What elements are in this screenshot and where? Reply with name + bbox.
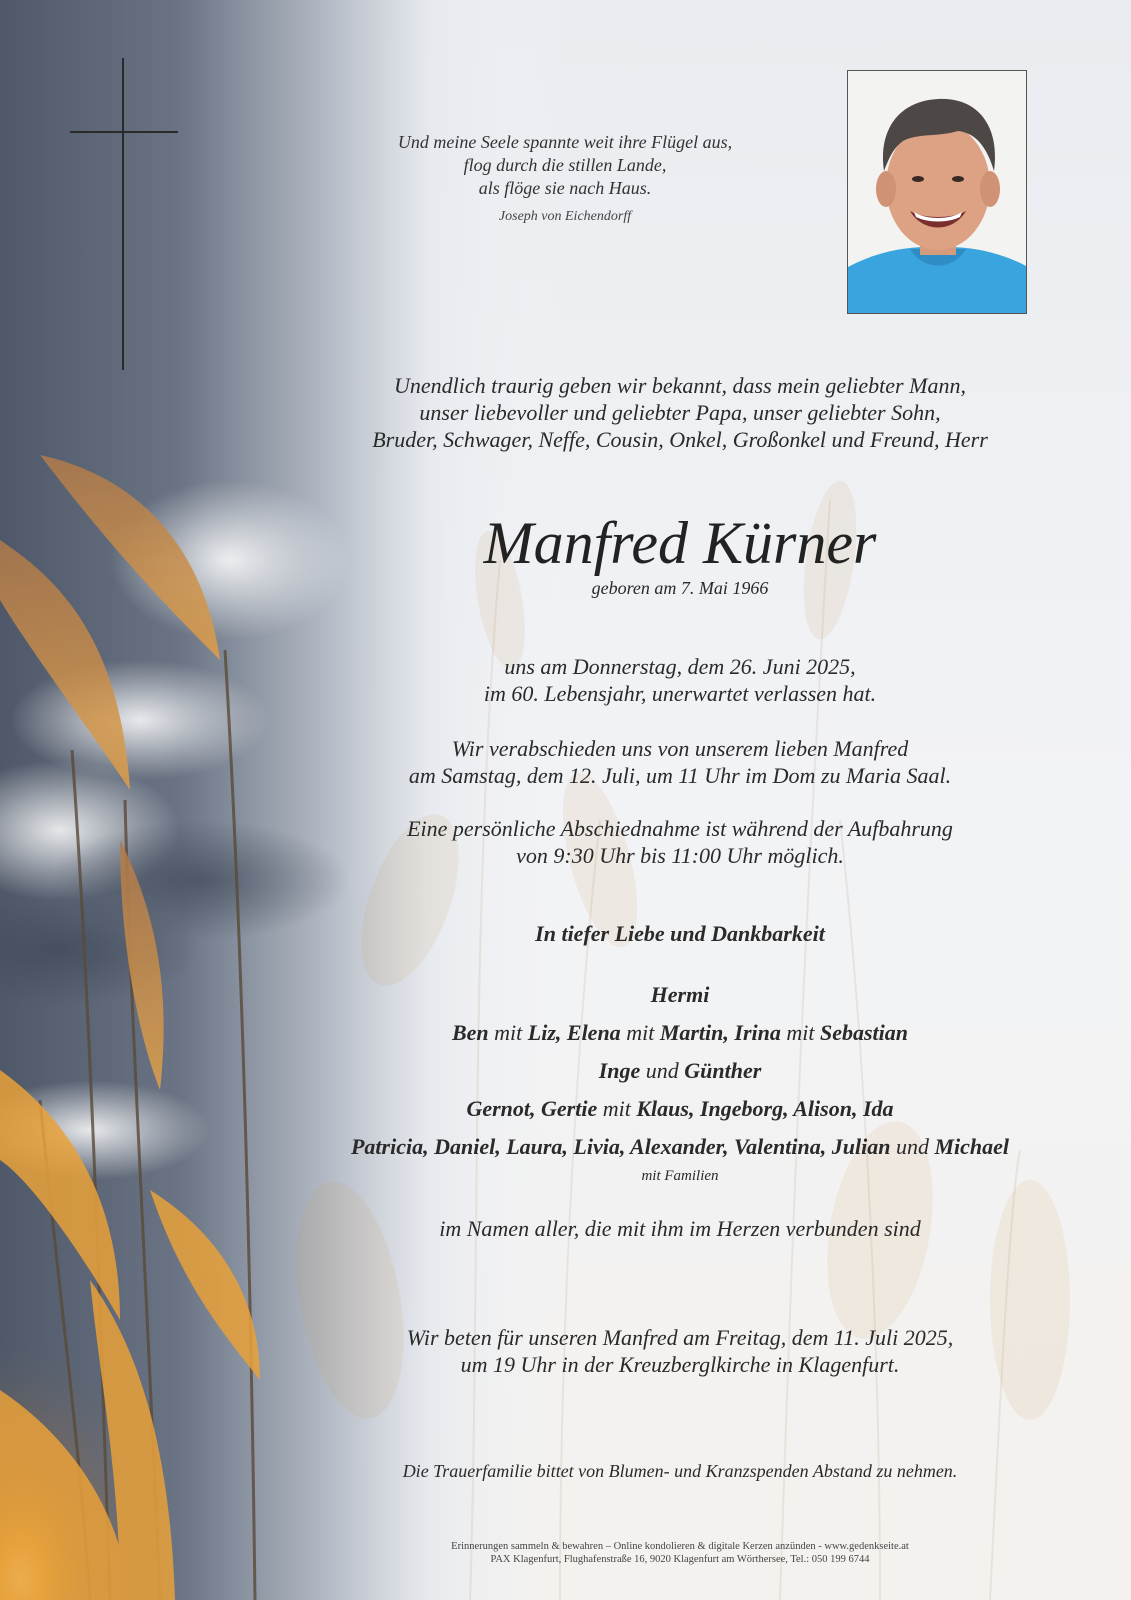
mourner-connector: mit (780, 1020, 820, 1045)
announcement (320, 372, 1040, 453)
mourner-name: Patricia, Daniel, Laura, Livia, Alexander, Valentina, Julian (350, 1134, 891, 1159)
footer-line: PAX Klagenfurt, Flughafenstraße 16, 9020 Klagenfurt am Wörthersee, Tel.: 050 199 6744 (490, 1554, 870, 1565)
mourner-connector: mit (620, 1020, 660, 1045)
mourners-row (320, 1014, 1040, 1052)
mourner-connector: mit (488, 1020, 528, 1045)
death-line: im 60. Lebensjahr, unerwartet verlassen hat. (483, 681, 877, 706)
deceased-name: Manfred Kürner (483, 510, 877, 576)
mourners-row (320, 976, 1040, 1014)
announcement-line: Unendlich traurig geben wir bekannt, dass mein geliebter Mann, (394, 373, 966, 398)
viewing-line: Eine persönliche Abschiednahme ist während der Aufbahrung (407, 816, 953, 841)
death-line: uns am Donnerstag, dem 26. Juni 2025, (504, 654, 856, 679)
mourner-name: Günther (684, 1058, 762, 1083)
announcement-line: Bruder, Schwager, Neffe, Cousin, Onkel, Großonkel und Freund, Herr (372, 427, 988, 452)
mourners-heading: In tiefer Liebe und Dankbarkeit (535, 921, 825, 946)
cross-vertical-bar (122, 58, 124, 370)
mourner-name: Klaus, Ingeborg, Alison, Ida (636, 1096, 894, 1121)
mourner-connector: mit (597, 1096, 637, 1121)
footer-line: Erinnerungen sammeln & bewahren – Online kondolieren & digitale Kerzen anzünden - www.gedenkseite.at (451, 1541, 909, 1552)
mourner-name: Sebastian (820, 1020, 909, 1045)
birth-date: geboren am 7. Mai 1966 (591, 578, 769, 598)
funeral-line: Wir verabschieden uns von unserem lieben Manfred (451, 736, 909, 761)
quote-line: als flöge sie nach Haus. (478, 178, 652, 198)
with-families: mit Familien (641, 1168, 719, 1184)
mourner-connector: und (640, 1058, 685, 1083)
quote-line: Und meine Seele spannte weit ihre Flügel aus, (397, 132, 733, 152)
quote (340, 131, 790, 200)
donation-request: Die Trauerfamilie bittet von Blumen- und Kranzspenden Abstand zu nehmen. (402, 1461, 958, 1481)
mourners-closing: im Namen aller, die mit ihm im Herzen verbunden sind (439, 1216, 921, 1241)
funeral-line: am Samstag, dem 12. Juli, um 11 Uhr im Dom zu Maria Saal. (408, 763, 952, 788)
death-notice (320, 653, 1040, 707)
mourners-row (320, 1128, 1040, 1166)
mourners-row (320, 1090, 1040, 1128)
mourner-name: Gernot, Gertie (466, 1096, 598, 1121)
quote-line: flog durch die stillen Lande, (463, 155, 667, 175)
mourner-name: Ben (451, 1020, 489, 1045)
mourner-name: Liz, Elena (527, 1020, 621, 1045)
mourner-name: Hermi (650, 982, 710, 1007)
prayer-line: Wir beten für unseren Manfred am Freitag, dem 11. Juli 2025, (406, 1325, 954, 1350)
prayer-notice (320, 1324, 1040, 1378)
quote-author: Joseph von Eichendorff (498, 209, 632, 224)
footer (320, 1540, 1040, 1566)
mourner-name: Inge (598, 1058, 641, 1083)
mourner-name: Michael (934, 1134, 1010, 1159)
viewing-line: von 9:30 Uhr bis 11:00 Uhr möglich. (516, 843, 844, 868)
mourner-name: Martin, Irina (659, 1020, 781, 1045)
mourners-row (320, 1052, 1040, 1090)
funeral-notice (320, 735, 1040, 789)
prayer-line: um 19 Uhr in der Kreuzberglkirche in Klagenfurt. (460, 1352, 900, 1377)
mourners-list (320, 976, 1040, 1166)
viewing-notice (320, 815, 1040, 869)
announcement-line: unser liebevoller und geliebter Papa, unser geliebter Sohn, (419, 400, 941, 425)
cross-horizontal-bar (70, 131, 178, 133)
mourner-connector: und (890, 1134, 935, 1159)
portrait-photo (847, 70, 1027, 314)
